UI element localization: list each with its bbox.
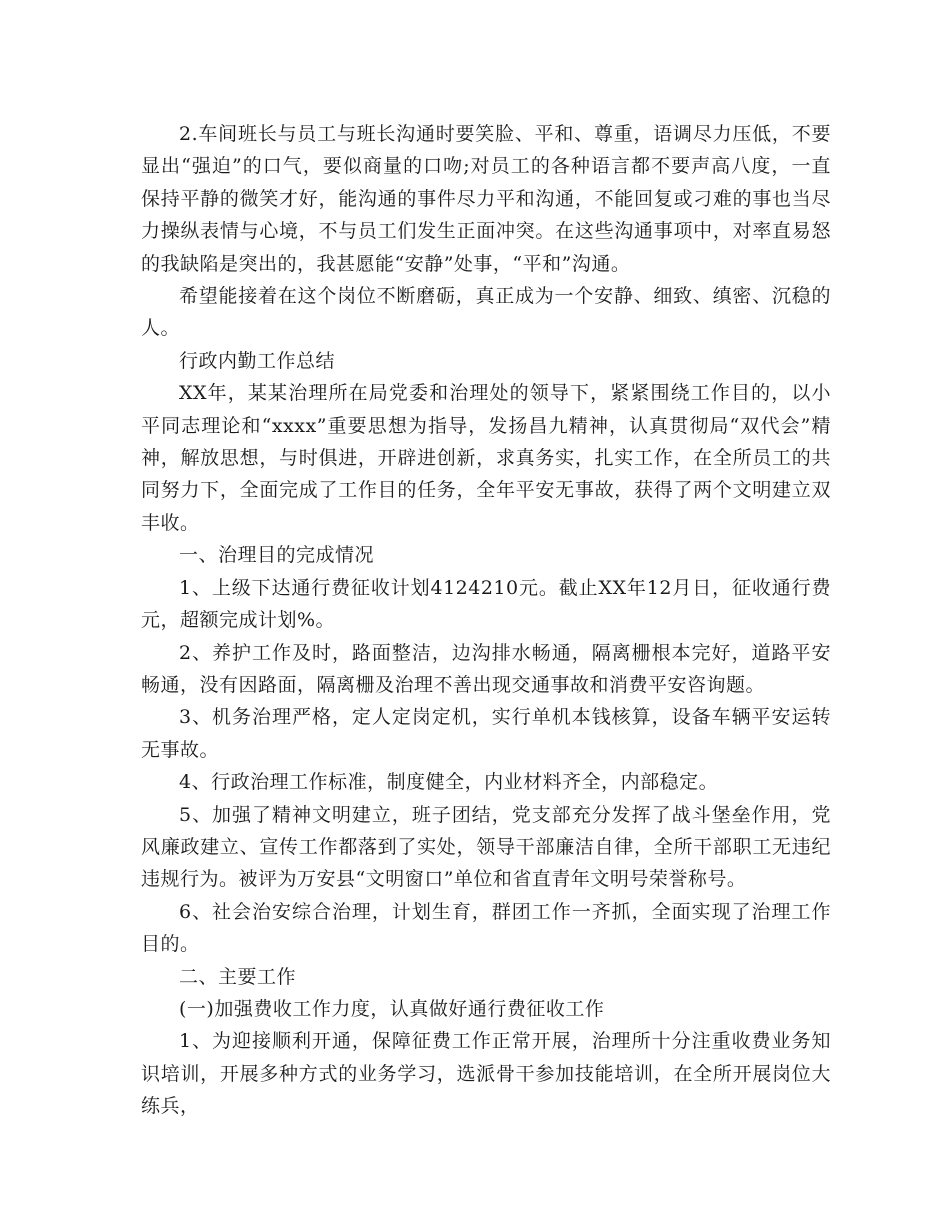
section-title: 行政内勤工作总结 bbox=[179, 349, 336, 372]
list-item-1: 1、上级下达通行费征收计划4124210元。截止XX年12月日，征收通行费元，超额完成计划%。 bbox=[141, 576, 831, 632]
list-item-2: 2、养护工作及时，路面整洁，边沟排水畅通，隔离栅根本完好，道路平安畅通，没有因路面，隔离栅及治理不善出现交通事故和消费平安咨询题。 bbox=[141, 641, 831, 696]
subheading-1: (一)加强费收工作力度，认真做好通行费征收工作 bbox=[179, 997, 605, 1020]
list-item-3: 3、机务治理严格，定人定岗定机，实行单机本钱核算，设备车辆平安运转无事故。 bbox=[141, 706, 831, 761]
paragraph-hope: 希望能接着在这个岗位不断磨砺，真正成为一个安静、细致、缜密、沉稳的人。 bbox=[141, 285, 831, 340]
list-item-5: 5、加强了精神文明建立，班子团结，党支部充分发挥了战斗堡垒作用，党风廉政建立、宣传工作都落到了实处，领导干部廉洁自律，全所干部职工无违纪违规行为。被评为万安县“文明窗口”单位和省直青年文明号荣誉称号。 bbox=[141, 803, 831, 891]
paragraph-training: 1、为迎接顺利开通，保障征费工作正常开展，治理所十分注重收费业务知识培训，开展多种方式的业务学习，选派骨干参加技能培训，在全所开展岗位大练兵， bbox=[141, 1030, 831, 1118]
paragraph-communication: 2.车间班长与员工与班长沟通时要笑脸、平和、尊重，语调尽力压低，不要显出“强迫”的口气，要似商量的口吻;对员工的各种语言都不要声高八度，一直保持平静的微笑才好，能沟通的事件尽力平和沟通，不能回复或刁难的事也当尽力操纵表情与心境，不与员工们发生正面冲突。在这些沟通事项中，对率直易怒的我缺陷是突出的，我甚愿能“安静”处事，“平和”沟通。 bbox=[141, 123, 831, 275]
paragraph-intro: XX年，某某治理所在局党委和治理处的领导下，紧紧围绕工作目的，以小平同志理论和“xxxx”重要思想为指导，发扬昌九精神，认真贯彻局“双代会”精神，解放思想，与时俱进，开辟进创新，求真务实，扎实工作，在全所员工的共同努力下，全面完成了工作目的任务，全年平安无事故，获得了两个文明建立双丰收。 bbox=[141, 382, 831, 534]
heading-2: 二、主要工作 bbox=[179, 965, 297, 988]
list-item-4: 4、行政治理工作标准，制度健全，内业材料齐全，内部稳定。 bbox=[179, 771, 719, 794]
list-item-6: 6、社会治安综合治理，计划生育，群团工作一齐抓，全面实现了治理工作目的。 bbox=[141, 900, 831, 956]
document-page bbox=[141, 118, 831, 1123]
heading-1: 一、治理目的完成情况 bbox=[179, 544, 375, 567]
